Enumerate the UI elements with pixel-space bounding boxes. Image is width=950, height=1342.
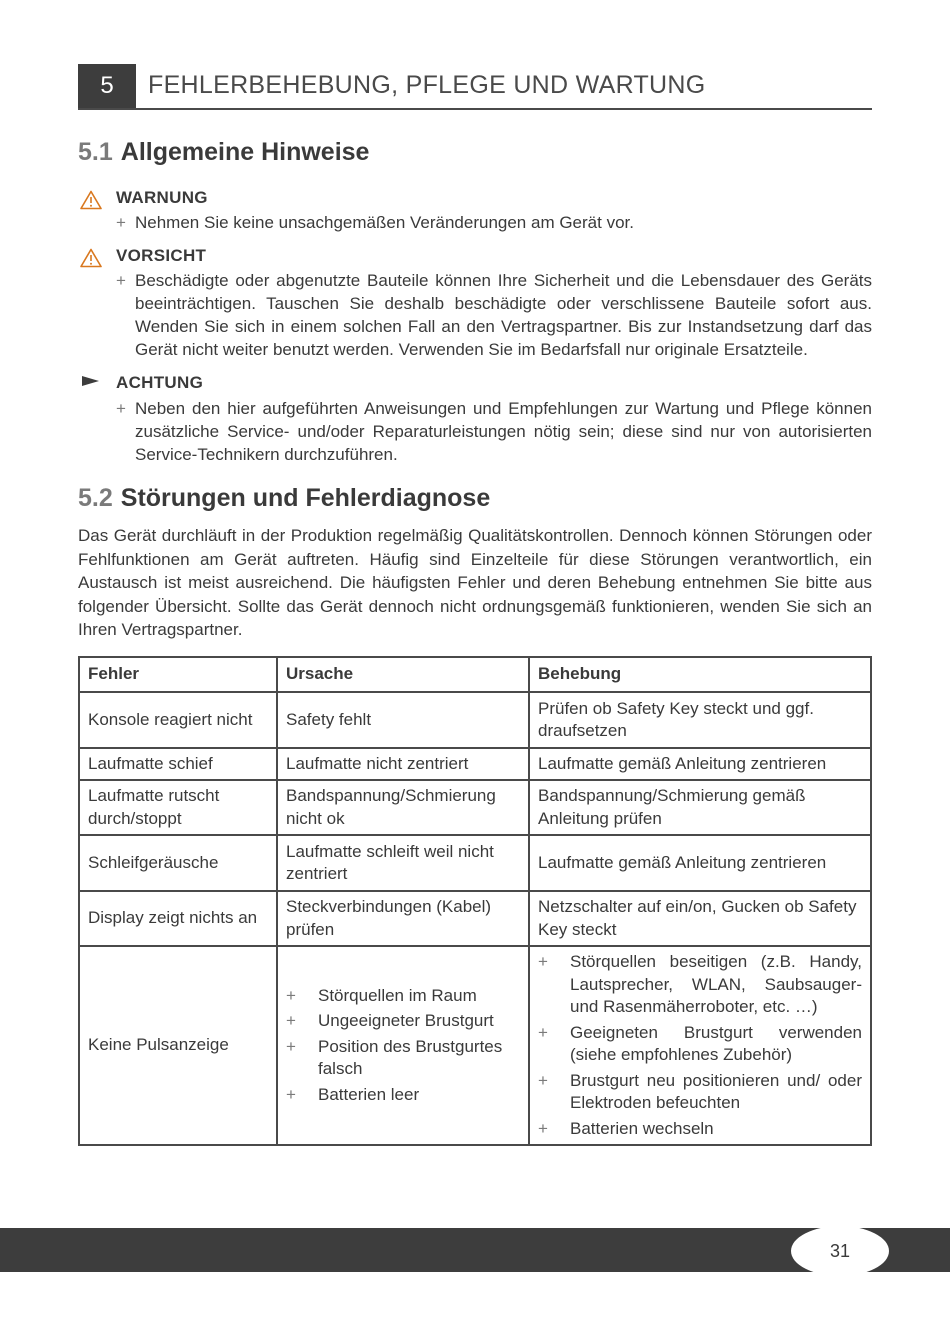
list-item: + Batterien wechseln: [538, 1118, 714, 1138]
cell-fehler: Konsole reagiert nicht: [79, 692, 277, 748]
section-heading-5-1: [78, 138, 369, 167]
notice-item-vorsicht: + Beschädigte oder abgenutzte Bauteile können Ihre Sicherheit und die Lebensdauer des Geräts beeinträchtigen. Tauschen Sie deshalb beschädigte oder verschlissene Bauteile sofort aus. Wenden Sie sich in einem solchen Fall an den Vertragspartner. Bis zur Instandsetzung darf das Gerät nicht weiter benutzt werden. Verwenden Sie im Bedarfsfall nur originale Ersatzteile.: [116, 271, 872, 359]
bullet-plus: +: [116, 271, 126, 290]
table-row: [79, 946, 871, 1145]
troubleshooting-table: [78, 656, 872, 1146]
table-row: [79, 891, 871, 946]
cell-ursache: Safety fehlt: [277, 692, 529, 748]
flag-pointer-icon: [80, 374, 102, 394]
section-heading-5-2: [78, 484, 490, 513]
page-number: 31: [829, 1241, 851, 1261]
cell-behebung: Laufmatte gemäß Anleitung zentrieren: [529, 748, 871, 780]
cell-behebung: [529, 946, 871, 1145]
list-item: + Störquellen beseitigen (z.B. Handy, Lautsprecher, WLAN, Saubsauger- und Rasenmäherroboter, etc. …): [538, 952, 862, 1016]
list-item: + Geeigneten Brustgurt verwenden (siehe empfohlenes Zubehör): [538, 1022, 862, 1064]
chapter-title: FEHLERBEHEBUNG, PFLEGE UND WARTUNG: [148, 71, 706, 99]
cell-fehler: Laufmatte schief: [79, 748, 277, 780]
list-item: + Ungeeigneter Brustgurt: [286, 1011, 494, 1031]
section-title: Störungen und Fehlerdiagnose: [120, 484, 491, 512]
chapter-number: 5: [78, 64, 136, 108]
cell-fehler: Laufmatte rutscht durch/stoppt: [79, 780, 277, 835]
cell-fehler: Display zeigt nichts an: [79, 891, 277, 946]
notice-item-warnung: + Nehmen Sie keine unsachgemäßen Veränderungen am Gerät vor.: [116, 213, 634, 232]
column-header-behebung: Behebung: [529, 657, 871, 692]
cell-behebung: Prüfen ob Safety Key steckt und ggf. draufsetzen: [529, 692, 871, 748]
list-item: + Brustgurt neu positionieren und/ oder Elektroden befeuchten: [538, 1070, 862, 1112]
cell-fehler: Schleifgeräusche: [79, 835, 277, 891]
bullet-plus: +: [116, 213, 126, 232]
list-item: + Batterien leer: [286, 1084, 420, 1104]
section-title: Allgemeine Hinweise: [120, 138, 370, 166]
column-header-ursache: Ursache: [277, 657, 529, 692]
cell-ursache: [277, 946, 529, 1145]
warning-triangle-icon: [80, 248, 102, 268]
notice-item-achtung: + Neben den hier aufgeführten Anweisungen und Empfehlungen zur Wartung und Pflege können zusätzliche Service- und/oder Reparaturleistungen nötig sein; diese sind nur von autorisierten Service-Technikern durchzuführen.: [116, 399, 872, 464]
table-header-row: [79, 657, 871, 692]
cell-behebung: Bandspannung/Schmierung gemäß Anleitung prüfen: [529, 780, 871, 835]
cell-ursache: Steckverbindungen (Kabel) prüfen: [277, 891, 529, 946]
section-number: 5.2: [78, 484, 113, 512]
cell-ursache: Bandspannung/Schmierung nicht ok: [277, 780, 529, 835]
notice-title-achtung: ACHTUNG: [116, 373, 204, 392]
chapter-header: [78, 64, 872, 110]
table-row: [79, 780, 871, 835]
table-row: [79, 692, 871, 748]
table-row: [79, 835, 871, 891]
cause-list: [286, 985, 520, 1107]
intro-paragraph: Das Gerät durchläuft in der Produktion regelmäßig Qualitätskontrollen. Dennoch können Störungen oder Fehlfunktionen am Gerät auftreten. Häufig sind Einzelteile für diese Störungen verantwortlich, ein Austausch ist meist ausreichend. Die häufigsten Fehler und deren Behebung entnehmen Sie bitte aus folgender Übersicht. Sollte das Gerät dennoch nicht ordnungsgemäß funktionieren, wenden Sie sich an Ihren Vertragspartner.: [78, 526, 872, 639]
cell-ursache: Laufmatte nicht zentriert: [277, 748, 529, 780]
column-header-fehler: Fehler: [79, 657, 277, 692]
table-row: [79, 748, 871, 780]
remedy-list: [538, 951, 862, 1140]
notice-title-vorsicht: VORSICHT: [116, 246, 207, 265]
bullet-plus: +: [116, 399, 126, 418]
cell-ursache: Laufmatte schleift weil nicht zentriert: [277, 835, 529, 891]
notice-title-warnung: WARNUNG: [116, 188, 208, 207]
cell-behebung: Laufmatte gemäß Anleitung zentrieren: [529, 835, 871, 891]
cell-fehler: Keine Pulsanzeige: [79, 946, 277, 1145]
cell-behebung: Netzschalter auf ein/on, Gucken ob Safety Key steckt: [529, 891, 871, 946]
warning-triangle-icon: [80, 190, 102, 210]
list-item: + Position des Brustgurtes falsch: [286, 1036, 503, 1079]
section-number: 5.1: [78, 138, 113, 166]
list-item: + Störquellen im Raum: [286, 985, 477, 1005]
